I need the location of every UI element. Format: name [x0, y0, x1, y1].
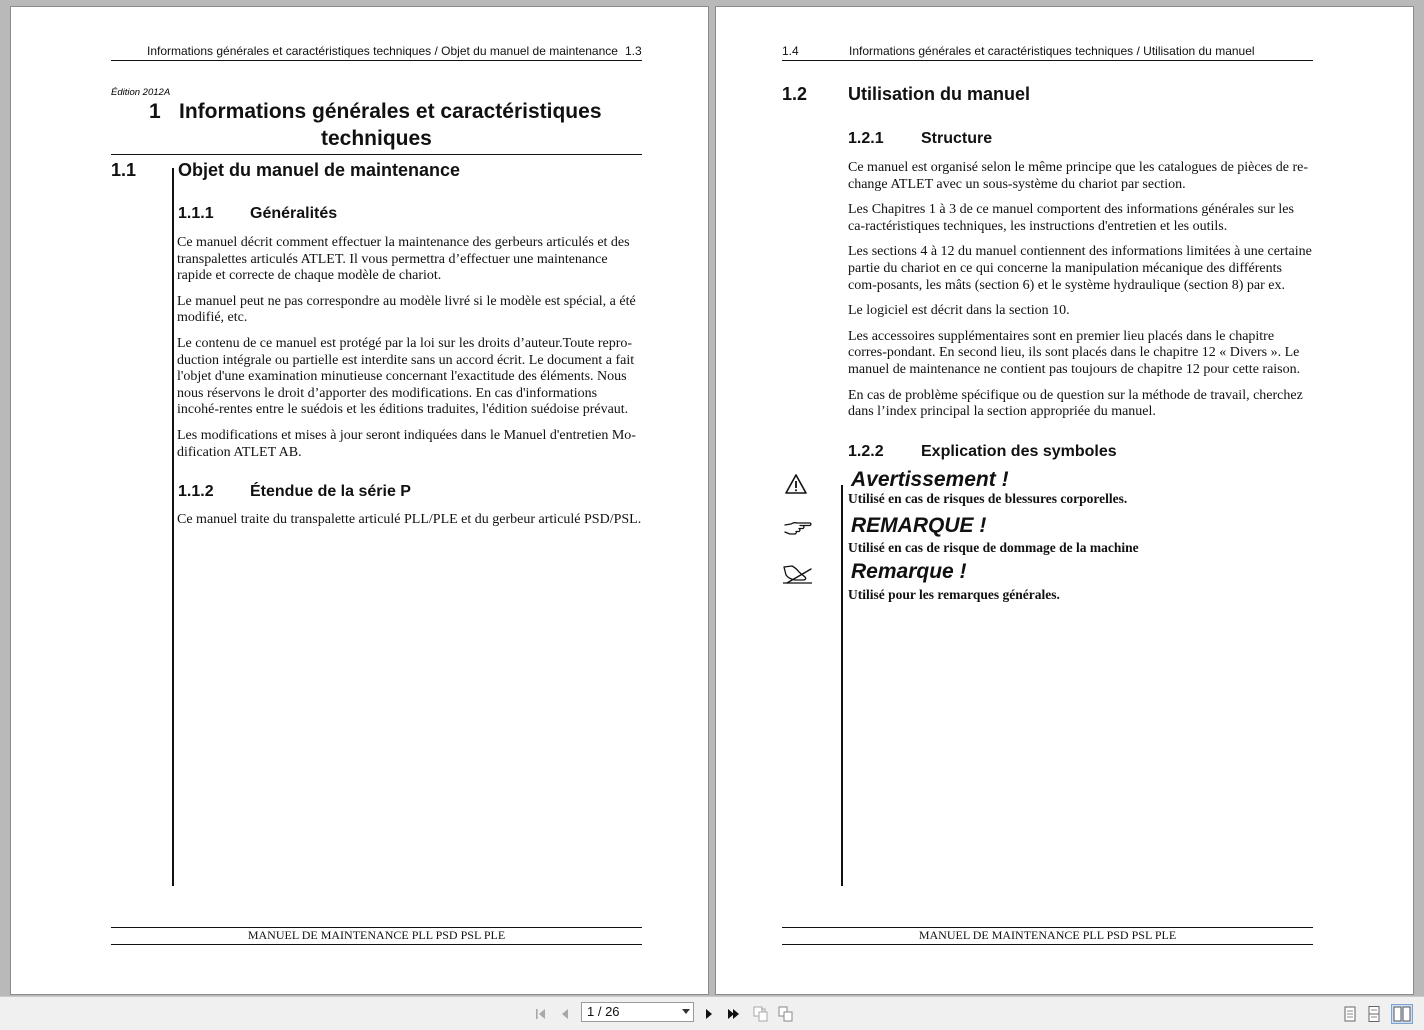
subsection-body	[177, 235, 641, 470]
subsection-number: 1.1.1	[178, 205, 214, 222]
pointing-hand-icon	[783, 520, 813, 536]
viewer-toolbar	[0, 996, 1424, 1030]
symbol-description: Utilisé pour les remarques générales.	[848, 587, 1060, 602]
chapter-title-line1: Informations générales et caractéristiques	[179, 100, 602, 123]
paragraph: Les Chapitres 1 à 3 de ce manuel comportent des informations générales sur les ca-ractéristiques techniques, les instructions d'entretien et les outils.	[848, 202, 1294, 234]
next-page-button[interactable]	[701, 1006, 717, 1022]
subsection-title: Généralités	[250, 205, 338, 222]
chapter-title-line2: techniques	[321, 127, 432, 150]
page-number: 1.4	[782, 44, 799, 58]
edition-label: Édition 2012A	[111, 87, 171, 98]
paragraph: Le logiciel est décrit dans la section 10.	[848, 303, 1070, 319]
next-view-icon	[777, 1006, 795, 1022]
subsection-number: 1.1.2	[178, 483, 214, 500]
page-indicator: 1 / 26	[587, 1004, 620, 1019]
page-number-select[interactable]	[581, 1002, 694, 1022]
paragraph: Les accessoires supplémentaires sont en premier lieu placés dans le chapitre corres-pondant. En second lieu, ils sont placés dans le chapitre 12 « Divers ». Le manuel de maintenance ne contient pas toujours de chapitre 12 pour cette raison.	[848, 328, 1301, 377]
footer-rule-bottom	[782, 944, 1313, 945]
previous-view-icon	[752, 1006, 770, 1022]
section-number: 1.1	[111, 160, 137, 180]
symbol-description: Utilisé en cas de risques de blessures corporelles.	[848, 491, 1128, 506]
paragraph: Ce manuel décrit comment effectuer la maintenance des gerbeurs articulés et des transpalettes articulés ATLET. Il vous permettra d’effectuer une maintenance rapide et correcte de chaque modèle de chariot.	[177, 235, 630, 284]
section-title: Utilisation du manuel	[848, 84, 1031, 104]
first-page-icon	[533, 1006, 549, 1022]
subsection-number: 1.2.2	[848, 443, 884, 460]
symbol-title: Avertissement !	[851, 468, 1009, 491]
writing-hand-icon	[781, 563, 813, 585]
subsection-title: Explication des symboles	[921, 443, 1117, 460]
two-page-icon	[1392, 1005, 1412, 1023]
header-rule	[111, 60, 642, 61]
previous-view-button[interactable]	[752, 1006, 768, 1022]
symbol-title: Remarque !	[851, 560, 967, 583]
footer-text: MANUEL DE MAINTENANCE PLL PSD PSL PLE	[918, 928, 1177, 942]
paragraph: Le contenu de ce manuel est protégé par la loi sur les droits d’auteur.Toute repro-duction intégrale ou partielle est interdite sans un accord écrit. Le document a fait l'objet d'une examination minutieuse concernant l'exactitude des éléments. Nous nous réservons le droit d’apporter des modifications. En cas d'informations incohé-rentes entre le suédois et les éditions traduites, l'édition suédoise prévaut.	[177, 335, 635, 418]
single-page-icon	[1343, 1006, 1357, 1022]
single-page-view-button[interactable]	[1343, 1006, 1359, 1022]
continuous-page-icon	[1367, 1006, 1381, 1022]
margin-bar	[172, 168, 174, 886]
left-page	[11, 7, 708, 994]
last-page-button[interactable]	[725, 1006, 741, 1022]
warning-triangle-icon	[784, 473, 808, 495]
subsection-number: 1.2.1	[848, 130, 884, 147]
running-header: Informations générales et caractéristiques techniques / Objet du manuel de maintenance	[147, 44, 618, 58]
section-number: 1.2	[782, 84, 808, 104]
subsection-title: Structure	[921, 130, 993, 147]
paragraph: Le manuel peut ne pas correspondre au modèle livré si le modèle est spécial, a été modifié, etc.	[177, 293, 636, 326]
page-number: 1.3	[625, 44, 642, 58]
previous-page-button[interactable]	[557, 1006, 573, 1022]
paragraph: Les modifications et mises à jour seront indiquées dans le Manuel d'entretien Mo-dification ATLET AB.	[177, 427, 636, 460]
running-header: Informations générales et caractéristiques techniques / Utilisation du manuel	[849, 44, 1255, 58]
chapter-rule	[111, 154, 642, 155]
previous-page-icon	[557, 1006, 573, 1022]
paragraph: Ce manuel traite du transpalette articulé PLL/PLE et du gerbeur articulé PSD/PSL.	[177, 512, 642, 527]
subsection-body	[177, 512, 647, 538]
chapter-number: 1	[149, 100, 161, 123]
header-rule	[782, 60, 1313, 61]
footer-text: MANUEL DE MAINTENANCE PLL PSD PSL PLE	[247, 928, 506, 942]
subsection-body	[848, 160, 1313, 430]
subsection-title: Étendue de la série P	[250, 483, 411, 500]
footer-rule-bottom	[111, 944, 642, 945]
two-page-view-button[interactable]	[1391, 1004, 1413, 1024]
margin-bar	[841, 485, 843, 886]
paragraph: Ce manuel est organisé selon le même principe que les catalogues de pièces de re-change ATLET avec un sous-système du chariot par section.	[848, 160, 1309, 192]
paragraph: Les sections 4 à 12 du manuel contiennent des informations limitées à une certaine partie du chariot en ce qui concerne la manipulation mécanique des différents com-posants, les mâts (section 6) et le système hydraulique (section 8) par ex.	[848, 244, 1312, 293]
symbol-description: Utilisé en cas de risque de dommage de la machine	[848, 540, 1139, 555]
paragraph: En cas de problème spécifique ou de question sur la méthode de travail, cherchez dans l’index principal la section appropriée du manuel.	[848, 387, 1303, 420]
symbol-title: REMARQUE !	[851, 514, 987, 537]
next-page-icon	[701, 1006, 717, 1022]
last-page-icon	[725, 1006, 741, 1022]
next-view-button[interactable]	[777, 1006, 793, 1022]
section-title: Objet du manuel de maintenance	[178, 160, 461, 180]
right-page	[716, 7, 1413, 994]
first-page-button[interactable]	[533, 1006, 549, 1022]
continuous-view-button[interactable]	[1367, 1006, 1383, 1022]
chevron-down-icon	[682, 1009, 690, 1015]
